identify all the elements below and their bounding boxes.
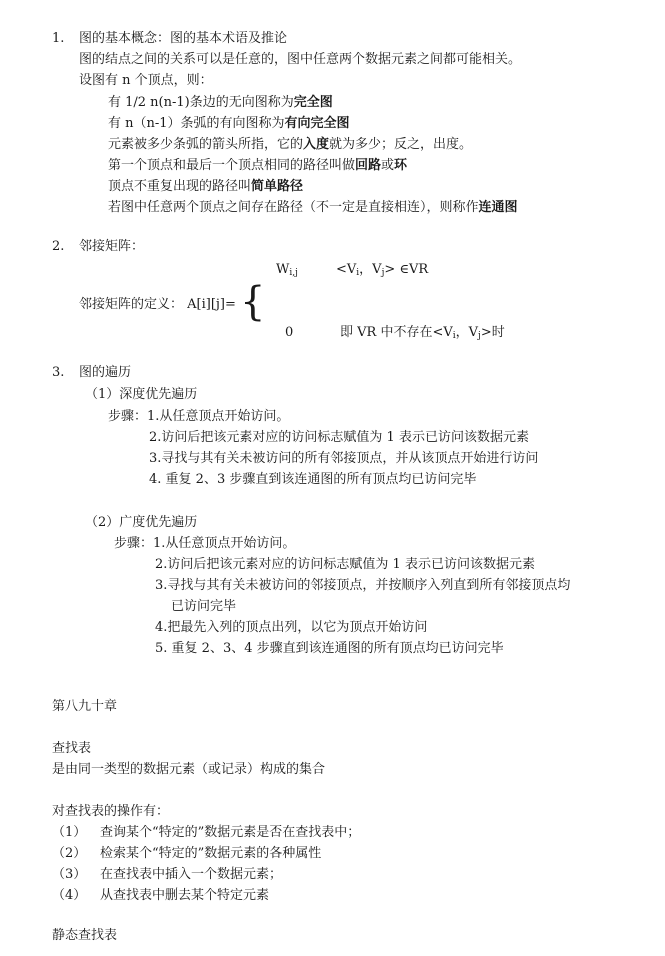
- section-2-number: 2.: [52, 239, 65, 254]
- line-text: 就为多少；反之，出度。: [329, 137, 473, 152]
- dfs-step-2: 2.访问后把该元素对应的访问标志赋值为 1 表示已访问该数据元素: [149, 430, 529, 445]
- term-directed-complete-graph: 有向完全图: [284, 116, 350, 131]
- term-complete-graph: 完全图: [293, 95, 333, 110]
- cond-text: ，V: [359, 262, 382, 277]
- cycle-line: [108, 157, 407, 175]
- matrix-zero: 0: [285, 325, 294, 340]
- cond-text: > ∈VR: [384, 262, 429, 277]
- complete-graph-line: [108, 94, 333, 112]
- section-1-title: 图的基本概念：图的基本术语及推论: [79, 31, 288, 46]
- operation-num: （4）: [52, 888, 87, 903]
- bfs-step-5: 5. 重复 2、3、4 步骤直到该连通图的所有顶点均已访问完毕: [155, 641, 504, 656]
- search-table-title: 查找表: [52, 741, 92, 756]
- line-text: 第一个顶点和最后一个顶点相同的路径叫做: [108, 158, 356, 173]
- operation-text: 在查找表中插入一个数据元素；: [100, 867, 283, 882]
- cond-text: >时: [480, 325, 505, 340]
- line-text: 或: [381, 158, 395, 173]
- matrix-definition-label: 邻接矩阵的定义： A[i][j]=: [79, 297, 236, 312]
- bfs-title: （2）广度优先遍历: [85, 515, 198, 530]
- term-cycle: 环: [394, 158, 408, 173]
- cond-text: ，V: [455, 325, 479, 340]
- matrix-weight: [276, 261, 298, 282]
- simple-path-line: [108, 178, 303, 196]
- operations-title: 对查找表的操作有：: [52, 804, 170, 819]
- line-text: 元素被多少条弧的箭头所指，它的: [108, 137, 304, 152]
- section-3-title: 图的遍历: [79, 365, 132, 380]
- cond-text: 即 VR 中不存在<V: [340, 325, 453, 340]
- section-1-number: 1.: [52, 31, 65, 46]
- line-text: 有 n（n-1）条弧的有向图称为: [108, 116, 285, 131]
- operation-num: （1）: [52, 825, 87, 840]
- dfs-title: （1）深度优先遍历: [85, 387, 198, 402]
- term-connected-graph: 连通图: [478, 200, 518, 215]
- cond-text: <V: [336, 262, 357, 277]
- dfs-step-1: 步骤：1.从任意顶点开始访问。: [108, 409, 290, 424]
- operation-num: （2）: [52, 846, 87, 861]
- matrix-condition-2: [340, 324, 505, 345]
- chapter-heading: 第八九十章: [52, 699, 118, 714]
- dfs-step-4: 4. 重复 2、3 步骤直到该连通图的所有顶点均已访问完毕: [149, 472, 477, 487]
- weight-symbol: W: [276, 262, 290, 277]
- weight-subscript: i,j: [289, 268, 298, 278]
- search-table-desc: 是由同一类型的数据元素（或记录）构成的集合: [52, 762, 326, 777]
- operation-text: 从查找表中删去某个特定元素: [100, 888, 270, 903]
- cond-subscript: i: [356, 268, 360, 278]
- matrix-condition-1: [336, 261, 428, 282]
- cond-subscript: j: [381, 268, 385, 278]
- graph-relation-text: 图的结点之间的关系可以是任意的，图中任意两个数据元素之间都可能相关。: [79, 52, 522, 67]
- line-text: 若图中任意两个顶点之间存在路径（不一定是直接相连），则称作: [108, 200, 479, 215]
- bfs-step-4: 4.把最先入列的顶点出列，以它为顶点开始访问: [155, 620, 428, 635]
- connected-graph-line: [108, 199, 518, 217]
- static-search-table-heading: 静态查找表: [52, 928, 118, 943]
- operation-text: 检索某个“特定的”数据元素的各种属性: [100, 846, 322, 861]
- term-simple-path: 简单路径: [251, 179, 304, 194]
- section-3-number: 3.: [52, 365, 65, 380]
- section-2-title: 邻接矩阵：: [79, 239, 145, 254]
- cond-subscript: j: [478, 331, 481, 341]
- term-in-degree: 入度: [303, 137, 330, 152]
- cond-subscript: i: [452, 331, 456, 341]
- bfs-step-3: 3.寻找与其有关未被访问的邻接顶点，并按顺序入列直到所有邻接顶点均: [155, 578, 571, 593]
- vertex-count-text: 设图有 n 个顶点，则：: [79, 73, 213, 88]
- in-degree-line: [108, 136, 472, 154]
- line-text: 有 1/2 n(n-1)条边的无向图称为: [108, 95, 294, 110]
- line-text: 顶点不重复出现的路径叫: [108, 179, 252, 194]
- bfs-step-3-cont: 已访问完毕: [171, 599, 237, 614]
- directed-complete-graph-line: [108, 115, 350, 133]
- bfs-step-1: 步骤：1.从任意顶点开始访问。: [114, 536, 296, 551]
- dfs-step-3: 3.寻找与其有关未被访问的所有邻接顶点，并从该顶点开始进行访问: [149, 451, 539, 466]
- left-brace-icon: {: [240, 279, 266, 325]
- term-loop: 回路: [355, 158, 382, 173]
- operation-text: 查询某个“特定的”数据元素是否在查找表中；: [100, 825, 361, 840]
- bfs-step-2: 2.访问后把该元素对应的访问标志赋值为 1 表示已访问该数据元素: [155, 557, 535, 572]
- operation-num: （3）: [52, 867, 87, 882]
